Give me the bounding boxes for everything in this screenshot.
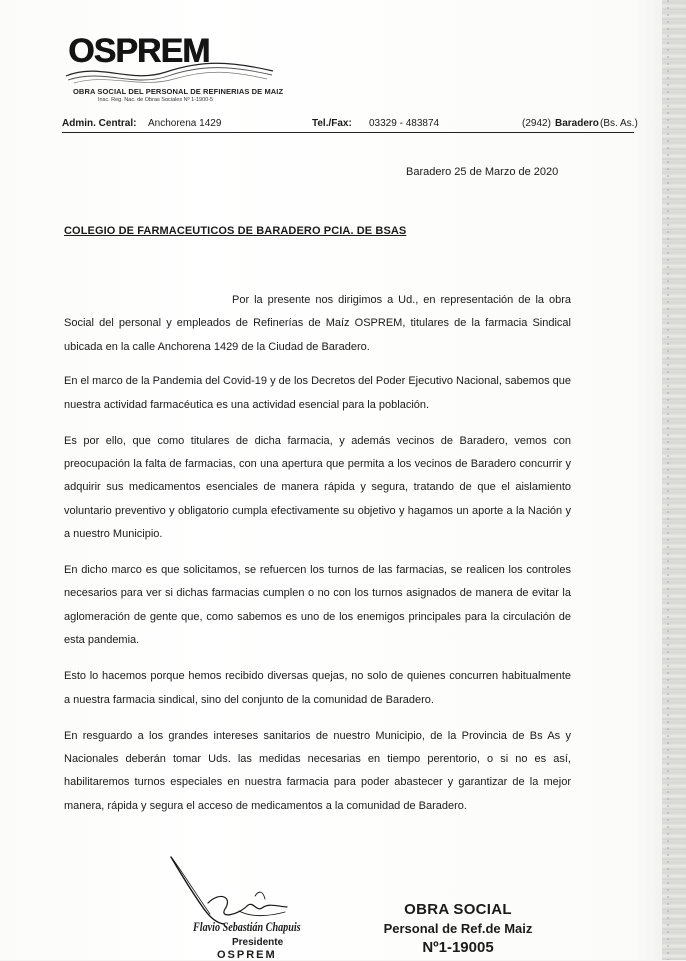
- area-code: (2942): [522, 118, 551, 129]
- scanned-page-edge: [662, 0, 686, 960]
- paragraph-1: Por la presente nos dirigimos a Ud., en representación de la obra Social del personal y empleados de Refinerías de Maíz OSPREM, titulares de la farmacia Sindical ubicada en la calle Anchorena 1429 de la Ciudad de Baradero.: [64, 294, 571, 353]
- contact-line: [62, 118, 638, 133]
- stamp-line-3: Nº1-19005: [422, 939, 494, 956]
- phone-number: 03329 - 483874: [369, 118, 440, 129]
- phone-label: Tel./Fax:: [312, 118, 352, 129]
- admin-label: Admin. Central:: [62, 118, 137, 129]
- signer-name: Flavio Sebastián Chapuis: [193, 919, 301, 934]
- logo-text: OSPREM: [68, 32, 210, 70]
- paragraph-2: En el marco de la Pandemia del Covid-19 y de los Decretos del Poder Ejecutivo Nacional, sabemos que nuestra actividad farmacéutica es una actividad esencial para la población.: [64, 375, 571, 411]
- admin-address: Anchorena 1429: [148, 118, 222, 129]
- province-name: (Bs. As.): [600, 118, 638, 129]
- stamp-line-2: Personal de Ref.de Maiz: [383, 921, 533, 936]
- paragraph-4: En dicho marco es que solicitamos, se refuercen los turnos de las farmacias, se realicen los controles necesarios para ver si dichas farmacias cumplen o no con los turnos asignados de manera de evitar la aglomeración de gente que, como sabemos es uno de los enemigos principales para la circulación de esta pandemia.: [64, 564, 571, 647]
- registration-number: Insc. Reg. Nac. de Obras Sociales Nº 1-1900-5: [98, 97, 214, 103]
- signer-role: Presidente: [232, 937, 284, 948]
- paragraph-6: En resguardo a los grandes intereses sanitarios de nuestro Municipio, de la Provincia de Bs As y Nacionales deberán tomar Uds. las medidas necesarias en tiempo perentorio, o si no es así, habilitaremos turnos especiales en nuestra farmacia para poder abastecer y garantizar de la mejor manera, rápida y segura el acceso de medicamentos a la comunidad de Baradero.: [64, 729, 571, 812]
- letter-recipient: COLEGIO DE FARMACEUTICOS DE BARADERO PCIA. DE BSAS: [64, 225, 407, 237]
- signer-organization: OSPREM: [217, 949, 277, 961]
- city-name: Baradero: [555, 118, 599, 129]
- organization-stamp: [378, 900, 538, 960]
- letter-date: Baradero 25 de Marzo de 2020: [406, 166, 559, 178]
- signature-block: [145, 854, 345, 960]
- stamp-line-1: OBRA SOCIAL: [404, 901, 512, 918]
- organization-name: OBRA SOCIAL DEL PERSONAL DE REFINERIAS DE MAIZ: [73, 87, 284, 96]
- osprem-logo: [62, 33, 272, 81]
- letter-body: [64, 289, 571, 831]
- paragraph-5: Esto lo hacemos porque hemos recibido diversas quejas, no solo de quienes concurren habitualmente a nuestra farmacia sindical, sino del conjunto de la comunidad de Baradero.: [64, 670, 571, 706]
- paragraph-3: Es por ello, que como titulares de dicha farmacia, y además vecinos de Baradero, vemos con preocupación la falta de farmacias, con una apertura que permita a los vecinos de Baradero concurrir y adquirir sus medicamentos esenciales de manera rápida y segura, tratando de que el aislamiento voluntario preventivo y obligatorio cumpla efectivamente su objetivo y hagamos un aporte a la Nación y a nuestro Municipio.: [64, 434, 571, 541]
